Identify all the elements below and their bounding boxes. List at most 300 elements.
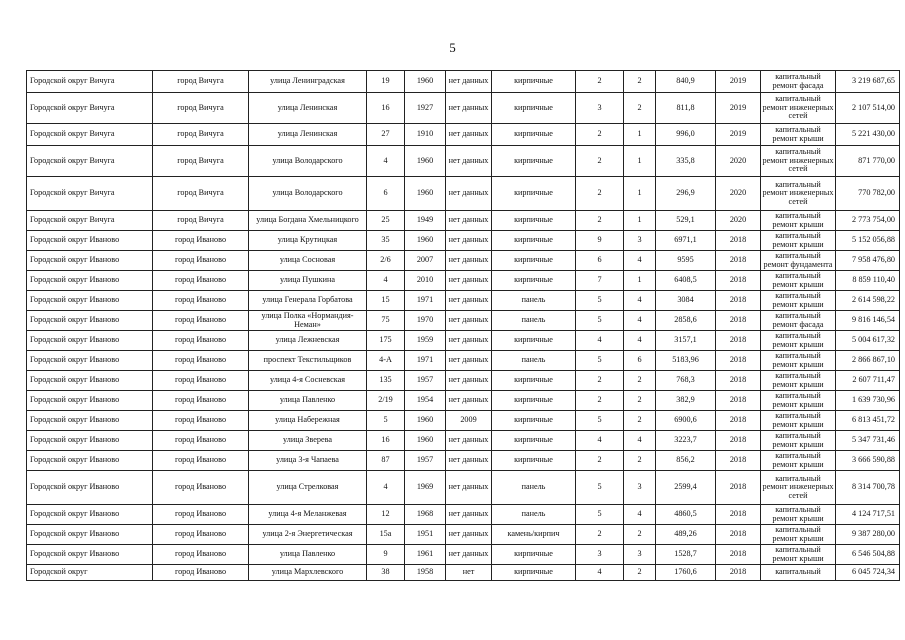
cell-floors: 3 (576, 93, 624, 124)
cell-build-year: 1968 (405, 505, 446, 525)
cell-district: Городской округ Иваново (27, 545, 153, 565)
cell-entrances: 2 (624, 93, 656, 124)
cell-area: 3223,7 (656, 431, 716, 451)
cell-build-year: 1960 (405, 431, 446, 451)
table-row (27, 93, 900, 124)
cell-district: Городской округ Иваново (27, 451, 153, 471)
cell-work-type: капитальный ремонт фасада (761, 71, 836, 93)
cell-cost: 6 813 451,72 (836, 411, 900, 431)
cell-entrances: 3 (624, 545, 656, 565)
cell-city: город Вичуга (153, 146, 249, 177)
cell-entrances: 1 (624, 271, 656, 291)
cell-cost: 8 314 700,78 (836, 471, 900, 505)
cell-wall-material: кирпичные (492, 331, 576, 351)
table-row (27, 331, 900, 351)
cell-area: 489,26 (656, 525, 716, 545)
cell-floors: 2 (576, 451, 624, 471)
table-row (27, 177, 900, 211)
cell-entrances: 4 (624, 431, 656, 451)
cell-area: 4860,5 (656, 505, 716, 525)
cell-city: город Иваново (153, 505, 249, 525)
cell-work-type: капитальный ремонт инженерных сетей (761, 146, 836, 177)
cell-district: Городской округ (27, 565, 153, 581)
cell-plan-year: 2018 (716, 271, 761, 291)
cell-street: улица 2-я Энергетическая (249, 525, 367, 545)
cell-plan-year: 2018 (716, 545, 761, 565)
cell-build-year: 1957 (405, 371, 446, 391)
table-row (27, 351, 900, 371)
cell-house-number: 16 (367, 93, 405, 124)
cell-build-year: 1971 (405, 291, 446, 311)
cell-district: Городской округ Иваново (27, 331, 153, 351)
cell-cost: 770 782,00 (836, 177, 900, 211)
cell-house-number: 25 (367, 211, 405, 231)
table-row (27, 146, 900, 177)
cell-plan-year: 2018 (716, 565, 761, 581)
cell-house-number: 4 (367, 471, 405, 505)
cell-entrances: 1 (624, 146, 656, 177)
table-row (27, 211, 900, 231)
cell-district: Городской округ Иваново (27, 431, 153, 451)
cell-floors: 4 (576, 331, 624, 351)
cell-wall-material: кирпичные (492, 146, 576, 177)
cell-work-type: капитальный ремонт крыши (761, 124, 836, 146)
cell-area: 6900,6 (656, 411, 716, 431)
cell-cost: 2 107 514,00 (836, 93, 900, 124)
cell-cost: 9 816 146,54 (836, 311, 900, 331)
cell-area: 856,2 (656, 451, 716, 471)
cell-plan-year: 2019 (716, 93, 761, 124)
cell-city: город Иваново (153, 525, 249, 545)
cell-floors: 7 (576, 271, 624, 291)
cell-district: Городской округ Иваново (27, 505, 153, 525)
table-row (27, 525, 900, 545)
cell-floors: 2 (576, 211, 624, 231)
cell-wall-material: кирпичные (492, 431, 576, 451)
cell-city: город Вичуга (153, 177, 249, 211)
cell-city: город Иваново (153, 391, 249, 411)
cell-area: 2599,4 (656, 471, 716, 505)
cell-work-type: капитальный ремонт фундамента (761, 251, 836, 271)
cell-city: город Вичуга (153, 211, 249, 231)
cell-area: 382,9 (656, 391, 716, 411)
cell-city: город Иваново (153, 371, 249, 391)
cell-cost: 4 124 717,51 (836, 505, 900, 525)
cell-wall-material: кирпичные (492, 211, 576, 231)
cell-entrances: 2 (624, 525, 656, 545)
cell-work-type: капитальный ремонт крыши (761, 411, 836, 431)
cell-street: улица Володарского (249, 177, 367, 211)
cell-plan-year: 2018 (716, 391, 761, 411)
cell-build-year: 1970 (405, 311, 446, 331)
cell-cost: 2 773 754,00 (836, 211, 900, 231)
cell-repair-year: нет данных (446, 124, 492, 146)
cell-repair-year: нет данных (446, 177, 492, 211)
cell-street: улица Мархлевского (249, 565, 367, 581)
cell-repair-year: нет данных (446, 505, 492, 525)
cell-house-number: 19 (367, 71, 405, 93)
cell-cost: 5 221 430,00 (836, 124, 900, 146)
cell-house-number: 135 (367, 371, 405, 391)
table-row (27, 505, 900, 525)
cell-work-type: капитальный ремонт крыши (761, 371, 836, 391)
cell-floors: 5 (576, 351, 624, 371)
cell-street: проспект Текстильщиков (249, 351, 367, 371)
cell-repair-year: нет данных (446, 331, 492, 351)
cell-cost: 6 045 724,34 (836, 565, 900, 581)
cell-entrances: 2 (624, 371, 656, 391)
cell-floors: 2 (576, 391, 624, 411)
cell-floors: 2 (576, 371, 624, 391)
cell-city: город Иваново (153, 311, 249, 331)
cell-entrances: 2 (624, 71, 656, 93)
cell-district: Городской округ Иваново (27, 391, 153, 411)
cell-plan-year: 2018 (716, 525, 761, 545)
cell-wall-material: кирпичные (492, 545, 576, 565)
cell-area: 6408,5 (656, 271, 716, 291)
cell-wall-material: кирпичные (492, 124, 576, 146)
cell-repair-year: нет данных (446, 231, 492, 251)
cell-street: улица Павленко (249, 545, 367, 565)
cell-street: улица Генерала Горбатова (249, 291, 367, 311)
cell-house-number: 87 (367, 451, 405, 471)
cell-entrances: 3 (624, 231, 656, 251)
cell-city: город Иваново (153, 411, 249, 431)
cell-plan-year: 2018 (716, 371, 761, 391)
cell-repair-year: нет данных (446, 351, 492, 371)
cell-house-number: 4-А (367, 351, 405, 371)
cell-floors: 9 (576, 231, 624, 251)
cell-house-number: 2/19 (367, 391, 405, 411)
cell-house-number: 35 (367, 231, 405, 251)
cell-build-year: 1960 (405, 177, 446, 211)
cell-city: город Иваново (153, 331, 249, 351)
cell-cost: 8 859 110,40 (836, 271, 900, 291)
cell-entrances: 3 (624, 471, 656, 505)
cell-area: 840,9 (656, 71, 716, 93)
cell-build-year: 1960 (405, 71, 446, 93)
cell-plan-year: 2018 (716, 231, 761, 251)
cell-work-type: капитальный ремонт крыши (761, 331, 836, 351)
cell-street: улица Сосновая (249, 251, 367, 271)
cell-district: Городской округ Вичуга (27, 124, 153, 146)
cell-cost: 2 614 598,22 (836, 291, 900, 311)
cell-area: 1760,6 (656, 565, 716, 581)
cell-street: улица Ленинградская (249, 71, 367, 93)
cell-cost: 871 770,00 (836, 146, 900, 177)
cell-wall-material: кирпичные (492, 71, 576, 93)
cell-street: улица Полка «Нормандия-Неман» (249, 311, 367, 331)
cell-floors: 5 (576, 471, 624, 505)
cell-build-year: 2007 (405, 251, 446, 271)
cell-house-number: 15 (367, 291, 405, 311)
cell-work-type: капитальный ремонт крыши (761, 351, 836, 371)
cell-district: Городской округ Иваново (27, 411, 153, 431)
cell-area: 3084 (656, 291, 716, 311)
cell-street: улица Павленко (249, 391, 367, 411)
cell-floors: 5 (576, 291, 624, 311)
cell-house-number: 27 (367, 124, 405, 146)
cell-house-number: 9 (367, 545, 405, 565)
table-row (27, 271, 900, 291)
cell-street: улица Пушкина (249, 271, 367, 291)
table-row (27, 291, 900, 311)
cell-plan-year: 2018 (716, 311, 761, 331)
cell-area: 3157,1 (656, 331, 716, 351)
cell-entrances: 1 (624, 177, 656, 211)
cell-build-year: 1957 (405, 451, 446, 471)
cell-floors: 2 (576, 146, 624, 177)
cell-street: улица Стрелковая (249, 471, 367, 505)
cell-plan-year: 2018 (716, 411, 761, 431)
cell-district: Городской округ Иваново (27, 231, 153, 251)
cell-street: улица 3-я Чапаева (249, 451, 367, 471)
cell-entrances: 1 (624, 211, 656, 231)
cell-district: Городской округ Иваново (27, 271, 153, 291)
cell-district: Городской округ Вичуга (27, 177, 153, 211)
cell-city: город Иваново (153, 431, 249, 451)
table-row (27, 251, 900, 271)
table-row (27, 71, 900, 93)
cell-house-number: 175 (367, 331, 405, 351)
cell-work-type: капитальный ремонт крыши (761, 271, 836, 291)
cell-area: 9595 (656, 251, 716, 271)
cell-plan-year: 2020 (716, 177, 761, 211)
cell-plan-year: 2018 (716, 451, 761, 471)
cell-wall-material: кирпичные (492, 231, 576, 251)
cell-house-number: 6 (367, 177, 405, 211)
table-row (27, 565, 900, 581)
cell-street: улица Богдана Хмельницкого (249, 211, 367, 231)
cell-area: 529,1 (656, 211, 716, 231)
cell-wall-material: кирпичные (492, 93, 576, 124)
table-row (27, 371, 900, 391)
cell-street: улица Лежневская (249, 331, 367, 351)
cell-repair-year: нет данных (446, 93, 492, 124)
buildings-table (26, 70, 900, 581)
cell-floors: 6 (576, 251, 624, 271)
cell-cost: 6 546 504,88 (836, 545, 900, 565)
cell-house-number: 75 (367, 311, 405, 331)
cell-plan-year: 2019 (716, 124, 761, 146)
cell-build-year: 1960 (405, 411, 446, 431)
cell-wall-material: камень/кирпич (492, 525, 576, 545)
cell-entrances: 2 (624, 565, 656, 581)
cell-build-year: 1927 (405, 93, 446, 124)
cell-house-number: 4 (367, 146, 405, 177)
cell-entrances: 4 (624, 291, 656, 311)
cell-work-type: капитальный ремонт крыши (761, 431, 836, 451)
cell-area: 6971,1 (656, 231, 716, 251)
table-row (27, 391, 900, 411)
cell-build-year: 1951 (405, 525, 446, 545)
cell-district: Городской округ Иваново (27, 291, 153, 311)
cell-work-type: капитальный ремонт инженерных сетей (761, 177, 836, 211)
cell-plan-year: 2019 (716, 71, 761, 93)
cell-build-year: 1969 (405, 471, 446, 505)
cell-cost: 3 219 687,65 (836, 71, 900, 93)
cell-area: 811,8 (656, 93, 716, 124)
cell-area: 2858,6 (656, 311, 716, 331)
cell-wall-material: панель (492, 351, 576, 371)
cell-wall-material: кирпичные (492, 271, 576, 291)
cell-build-year: 1910 (405, 124, 446, 146)
cell-work-type: капитальный ремонт крыши (761, 211, 836, 231)
cell-floors: 5 (576, 505, 624, 525)
cell-city: город Вичуга (153, 71, 249, 93)
cell-district: Городской округ Иваново (27, 311, 153, 331)
cell-wall-material: панель (492, 291, 576, 311)
cell-repair-year: нет данных (446, 251, 492, 271)
cell-plan-year: 2018 (716, 505, 761, 525)
cell-build-year: 1961 (405, 545, 446, 565)
cell-city: город Иваново (153, 565, 249, 581)
table-row (27, 471, 900, 505)
cell-floors: 2 (576, 71, 624, 93)
cell-floors: 5 (576, 311, 624, 331)
cell-entrances: 4 (624, 505, 656, 525)
cell-entrances: 4 (624, 311, 656, 331)
cell-district: Городской округ Вичуга (27, 211, 153, 231)
cell-entrances: 2 (624, 451, 656, 471)
cell-plan-year: 2018 (716, 351, 761, 371)
cell-floors: 2 (576, 177, 624, 211)
table-row (27, 451, 900, 471)
cell-plan-year: 2018 (716, 291, 761, 311)
table-row (27, 124, 900, 146)
cell-district: Городской округ Иваново (27, 525, 153, 545)
cell-city: город Вичуга (153, 93, 249, 124)
cell-city: город Иваново (153, 351, 249, 371)
cell-build-year: 1959 (405, 331, 446, 351)
cell-floors: 3 (576, 545, 624, 565)
cell-area: 996,0 (656, 124, 716, 146)
table-body (27, 71, 900, 581)
cell-entrances: 6 (624, 351, 656, 371)
cell-repair-year: нет данных (446, 525, 492, 545)
cell-repair-year: нет данных (446, 451, 492, 471)
cell-work-type: капитальный ремонт крыши (761, 291, 836, 311)
cell-entrances: 1 (624, 124, 656, 146)
cell-district: Городской округ Иваново (27, 371, 153, 391)
table-row (27, 231, 900, 251)
cell-cost: 9 387 280,00 (836, 525, 900, 545)
cell-house-number: 16 (367, 431, 405, 451)
cell-area: 5183,96 (656, 351, 716, 371)
cell-floors: 2 (576, 124, 624, 146)
buildings-table-wrapper (26, 70, 895, 581)
cell-plan-year: 2018 (716, 251, 761, 271)
cell-build-year: 1971 (405, 351, 446, 371)
cell-entrances: 4 (624, 251, 656, 271)
cell-repair-year: нет данных (446, 71, 492, 93)
cell-wall-material: кирпичные (492, 411, 576, 431)
cell-wall-material: панель (492, 471, 576, 505)
cell-cost: 1 639 730,96 (836, 391, 900, 411)
cell-district: Городской округ Иваново (27, 251, 153, 271)
cell-cost: 5 004 617,32 (836, 331, 900, 351)
cell-plan-year: 2020 (716, 211, 761, 231)
cell-build-year: 1954 (405, 391, 446, 411)
cell-street: улица Ленинская (249, 93, 367, 124)
page-number: 5 (449, 40, 456, 55)
cell-cost: 3 666 590,88 (836, 451, 900, 471)
cell-repair-year: нет данных (446, 371, 492, 391)
cell-work-type: капитальный ремонт фасада (761, 311, 836, 331)
table-row (27, 545, 900, 565)
cell-district: Городской округ Иваново (27, 351, 153, 371)
cell-house-number: 4 (367, 271, 405, 291)
cell-wall-material: кирпичные (492, 251, 576, 271)
cell-repair-year: нет данных (446, 291, 492, 311)
cell-house-number: 5 (367, 411, 405, 431)
cell-city: город Иваново (153, 251, 249, 271)
cell-wall-material: кирпичные (492, 371, 576, 391)
cell-repair-year: нет данных (446, 431, 492, 451)
cell-city: город Иваново (153, 471, 249, 505)
table-row (27, 431, 900, 451)
cell-plan-year: 2018 (716, 331, 761, 351)
cell-street: улица Зверева (249, 431, 367, 451)
cell-repair-year: нет данных (446, 391, 492, 411)
cell-district: Городской округ Вичуга (27, 71, 153, 93)
cell-repair-year: нет данных (446, 211, 492, 231)
cell-floors: 4 (576, 565, 624, 581)
cell-city: город Иваново (153, 545, 249, 565)
cell-entrances: 4 (624, 331, 656, 351)
cell-wall-material: кирпичные (492, 391, 576, 411)
cell-work-type: капитальный ремонт крыши (761, 231, 836, 251)
cell-wall-material: панель (492, 505, 576, 525)
cell-repair-year: нет данных (446, 471, 492, 505)
cell-wall-material: кирпичные (492, 565, 576, 581)
cell-area: 296,9 (656, 177, 716, 211)
cell-cost: 2 866 867,10 (836, 351, 900, 371)
cell-district: Городской округ Вичуга (27, 146, 153, 177)
cell-work-type: капитальный ремонт крыши (761, 545, 836, 565)
cell-area: 335,8 (656, 146, 716, 177)
table-row (27, 411, 900, 431)
cell-house-number: 38 (367, 565, 405, 581)
cell-cost: 5 152 056,88 (836, 231, 900, 251)
cell-street: улица 4-я Меланжевая (249, 505, 367, 525)
cell-cost: 5 347 731,46 (836, 431, 900, 451)
cell-floors: 2 (576, 525, 624, 545)
cell-repair-year: нет данных (446, 311, 492, 331)
cell-district: Городской округ Вичуга (27, 93, 153, 124)
cell-repair-year: нет (446, 565, 492, 581)
cell-city: город Иваново (153, 291, 249, 311)
cell-build-year: 1960 (405, 231, 446, 251)
cell-entrances: 2 (624, 391, 656, 411)
cell-build-year: 1958 (405, 565, 446, 581)
cell-street: улица Крутицкая (249, 231, 367, 251)
cell-repair-year: нет данных (446, 271, 492, 291)
cell-work-type: капитальный ремонт инженерных сетей (761, 93, 836, 124)
cell-work-type: капитальный (761, 565, 836, 581)
cell-city: город Иваново (153, 231, 249, 251)
cell-street: улица 4-я Сосневская (249, 371, 367, 391)
cell-district: Городской округ Иваново (27, 471, 153, 505)
cell-work-type: капитальный ремонт крыши (761, 505, 836, 525)
cell-floors: 4 (576, 431, 624, 451)
cell-street: улица Ленинская (249, 124, 367, 146)
cell-build-year: 1960 (405, 146, 446, 177)
cell-repair-year: нет данных (446, 146, 492, 177)
cell-build-year: 2010 (405, 271, 446, 291)
cell-plan-year: 2018 (716, 471, 761, 505)
cell-work-type: капитальный ремонт крыши (761, 525, 836, 545)
